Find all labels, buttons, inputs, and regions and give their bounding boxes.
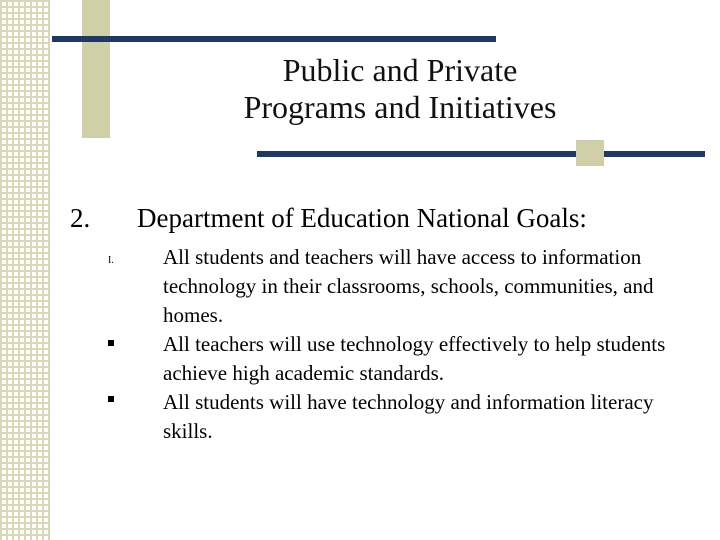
decorative-stripe-panel [0, 0, 50, 540]
title-rule-top [52, 36, 496, 42]
bullet-square-icon [108, 340, 114, 346]
decorative-rule-block [576, 140, 604, 166]
list-item: All students and teachers will have access to information technology in their classrooms, schools, communities, and homes. [163, 245, 654, 327]
title-line-1: Public and Private [282, 52, 518, 88]
title-rule-bottom [257, 151, 705, 157]
goals-list [163, 243, 703, 446]
decorative-title-block [82, 0, 110, 138]
slide-title [110, 52, 690, 126]
bullet-square-icon [108, 396, 114, 402]
list-marker-roman: I. [108, 255, 114, 266]
heading-number: 2. [70, 203, 91, 233]
heading-text: Department of Education National Goals: [137, 203, 587, 233]
title-line-2: Programs and Initiatives [243, 89, 557, 125]
list-item: All students will have technology and information literacy skills. [163, 390, 654, 443]
list-item: All teachers will use technology effectively to help students achieve high academic standards. [163, 332, 666, 385]
